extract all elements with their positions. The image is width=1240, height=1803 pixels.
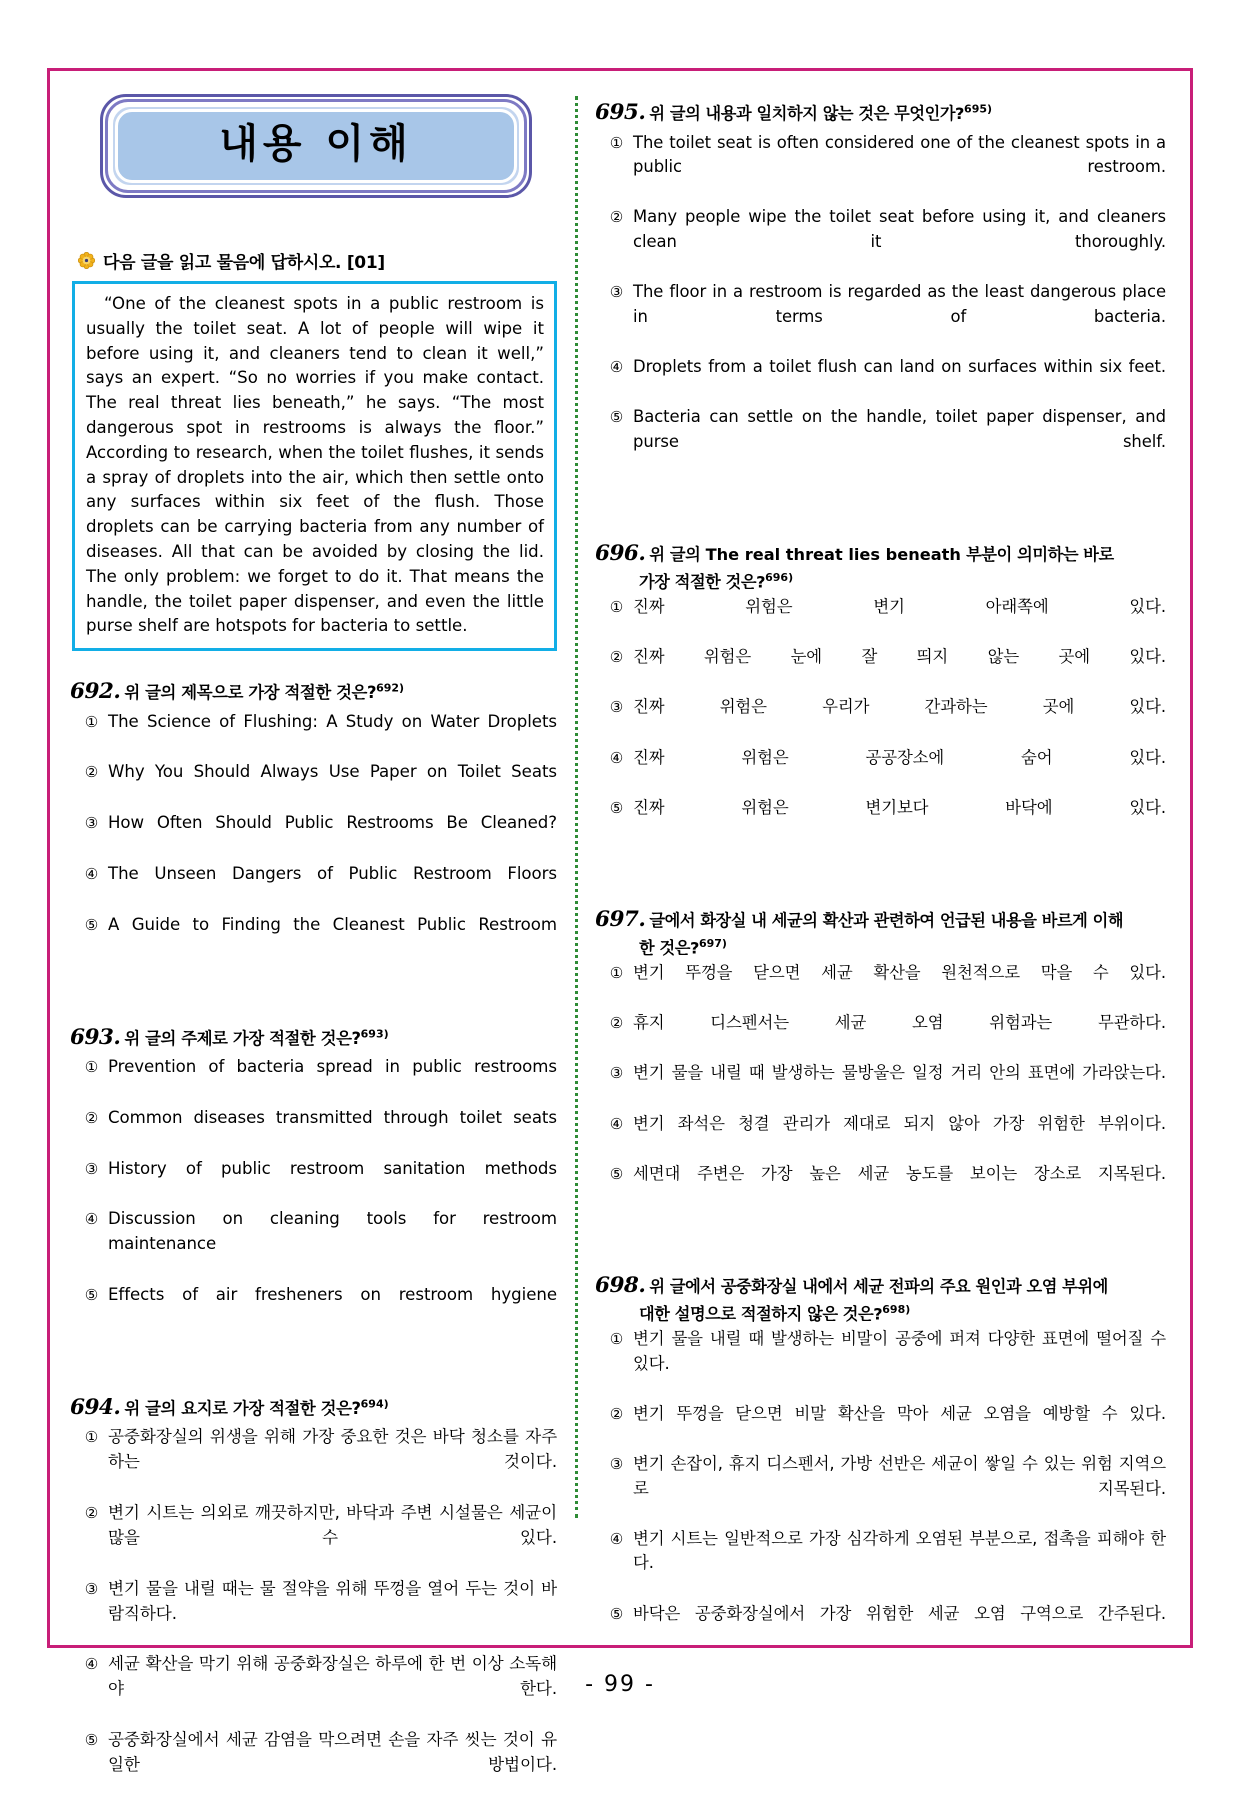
question-698-footnote: 698) <box>882 1302 911 1316</box>
question-698-stem-line2 <box>597 1302 1166 1325</box>
option-text: 변기 시트는 일반적으로 가장 심각하게 오염된 부분으로, 접촉을 피해야 한다. <box>633 1528 1166 1573</box>
option-text: A Guide to Finding the Cleanest Public Restroom <box>108 914 557 934</box>
option-marker: ③ <box>609 1455 624 1473</box>
option-marker: ② <box>609 1404 624 1423</box>
question-697-number: 697. <box>595 907 646 933</box>
option-item[interactable] <box>72 1728 557 1803</box>
option-item[interactable] <box>72 1055 557 1105</box>
question-695-number: 695. <box>595 100 646 125</box>
option-marker: ① <box>609 1329 624 1348</box>
option-text: The toilet seat is often considered one of the cleanest spots in a public restroom. <box>633 132 1166 177</box>
option-text: History of public restroom sanitation methods <box>108 1158 557 1178</box>
column-divider <box>565 80 587 1636</box>
option-marker: ④ <box>84 1210 99 1229</box>
option-text: 휴지 디스펜서는 세균 오염 위험과는 무관하다. <box>633 1013 1166 1033</box>
question-693-stem-text: 위 글의 주제로 가장 적절한 것은? <box>124 1028 361 1048</box>
option-marker: ③ <box>84 814 99 833</box>
option-marker: ② <box>84 1108 99 1127</box>
question-697-footnote: 697) <box>698 936 727 950</box>
question-695-options <box>597 131 1166 480</box>
option-text: How Often Should Public Restrooms Be Cleaned? <box>108 813 557 833</box>
question-698 <box>597 1271 1166 1651</box>
question-696-options <box>597 595 1166 845</box>
option-marker: ⑤ <box>609 408 624 427</box>
option-text: 변기 좌석은 청결 관리가 제대로 되지 않아 가장 위험한 부위이다. <box>633 1113 1166 1133</box>
option-marker: ③ <box>84 1579 99 1598</box>
option-item[interactable] <box>597 695 1166 744</box>
option-text: Common diseases transmitted through toilet seats <box>108 1107 557 1127</box>
question-698-options <box>597 1327 1166 1651</box>
option-text: 세균 확산을 막기 위해 공중화장실은 하루에 한 번 이상 소독해야 한다. <box>108 1654 557 1699</box>
option-text: Prevention of bacteria spread in public restrooms <box>108 1057 557 1077</box>
option-item[interactable] <box>72 1157 557 1207</box>
question-695-stem <box>597 98 1166 129</box>
option-text: Why You Should Always Use Paper on Toilet Seats <box>108 762 557 782</box>
question-692-stem <box>72 677 557 708</box>
option-marker: ④ <box>609 1114 624 1133</box>
option-marker: ② <box>84 1504 99 1523</box>
option-item[interactable] <box>72 1501 557 1576</box>
left-column <box>60 80 565 1774</box>
option-item[interactable] <box>72 1577 557 1652</box>
question-695-stem-text: 위 글의 내용과 일치하지 않는 것은 무엇인가? <box>649 104 965 123</box>
option-marker: ③ <box>609 283 624 302</box>
option-marker: ⑤ <box>84 1286 99 1305</box>
option-marker: ① <box>609 597 624 616</box>
option-marker: ① <box>609 133 624 152</box>
option-item[interactable] <box>597 1327 1166 1401</box>
option-marker: ⑤ <box>84 1731 99 1750</box>
option-text: 변기 시트는 의외로 깨끗하지만, 바닥과 주변 시설물은 세균이 많을 수 있다. <box>108 1503 557 1547</box>
option-text: 진짜 위험은 변기 아래쪽에 있다. <box>633 596 1166 616</box>
question-692 <box>72 677 557 962</box>
option-item[interactable] <box>597 1011 1166 1060</box>
option-marker: ① <box>609 963 624 982</box>
spacer <box>72 1333 557 1367</box>
option-item[interactable] <box>597 355 1166 404</box>
option-item[interactable] <box>597 645 1166 694</box>
question-692-stem-text: 위 글의 제목으로 가장 적절한 것은? <box>124 683 377 703</box>
option-marker: ④ <box>84 865 99 884</box>
option-item[interactable] <box>597 280 1166 354</box>
question-696-quoted-phrase: The real threat lies beneath <box>705 545 961 565</box>
question-697-stem-text: 글에서 화장실 내 세균의 확산과 관련하여 언급된 내용을 바르게 이해 <box>649 911 1124 931</box>
option-text: 변기 물을 내릴 때 발생하는 비말이 공중에 퍼져 다양한 표면에 떨어질 수 있다. <box>633 1328 1166 1373</box>
question-692-options <box>72 710 557 963</box>
instruction-line <box>78 248 557 273</box>
question-696-number: 696. <box>595 541 646 567</box>
question-698-stem <box>597 1271 1166 1325</box>
option-text: 변기 물을 내릴 때는 물 절약을 위해 뚜껑을 열어 두는 것이 바람직하다. <box>108 1578 557 1623</box>
option-text: The floor in a restroom is regarded as the least dangerous place in terms of bacteria. <box>633 282 1166 326</box>
option-text: 진짜 위험은 공공장소에 숨어 있다. <box>633 747 1166 767</box>
page-number: - 99 - <box>585 1672 655 1697</box>
question-694-stem-text: 위 글의 요지로 가장 적절한 것은? <box>124 1398 361 1418</box>
option-item[interactable] <box>72 760 557 810</box>
option-marker: ③ <box>84 1159 99 1178</box>
option-item[interactable] <box>597 405 1166 479</box>
question-697-stem-line2 <box>597 936 1166 959</box>
option-text: 공중화장실에서 세균 감염을 막으려면 손을 자주 씻는 것이 유일한 방법이다. <box>108 1730 557 1774</box>
question-695 <box>597 98 1166 479</box>
option-text: 진짜 위험은 눈에 잘 띄지 않는 곳에 있다. <box>633 647 1166 667</box>
option-text: Discussion on cleaning tools for restroom maintenance <box>108 1209 557 1254</box>
option-item[interactable] <box>597 746 1166 795</box>
option-item[interactable] <box>72 1425 557 1500</box>
question-697-stem-line2-text: 한 것은? <box>639 937 699 957</box>
option-item[interactable] <box>597 131 1166 205</box>
option-marker: ① <box>84 1058 99 1077</box>
question-693-stem <box>72 1023 557 1054</box>
question-697 <box>597 905 1166 1211</box>
question-694 <box>72 1393 557 1803</box>
option-item[interactable] <box>72 811 557 861</box>
question-696-stem-pre: 위 글의 <box>649 545 706 565</box>
option-marker: ② <box>84 763 99 782</box>
spacer <box>597 1211 1166 1245</box>
option-text: 바닥은 공중화장실에서 가장 위험한 세균 오염 구역으로 간주된다. <box>633 1603 1166 1623</box>
option-item[interactable] <box>72 862 557 912</box>
option-item[interactable] <box>597 1112 1166 1161</box>
option-item[interactable] <box>72 1106 557 1156</box>
question-694-footnote: 694) <box>360 1397 389 1411</box>
option-item[interactable] <box>597 595 1166 644</box>
option-marker: ② <box>609 648 624 667</box>
question-696-footnote: 696) <box>765 570 794 584</box>
question-698-stem-line2-text: 대한 설명으로 적절하지 않은 것은? <box>639 1303 883 1323</box>
option-item[interactable] <box>597 1162 1166 1211</box>
option-marker: ⑤ <box>609 1604 624 1623</box>
section-title-banner <box>100 94 532 198</box>
flower-icon <box>78 252 95 269</box>
reading-passage-box <box>72 281 557 651</box>
option-marker: ③ <box>609 1064 624 1083</box>
option-item[interactable] <box>72 913 557 963</box>
option-text: Many people wipe the toilet seat before using it, and cleaners clean it thoroughly. <box>633 207 1166 251</box>
question-694-stem <box>72 1393 557 1424</box>
question-693-number: 693. <box>70 1024 121 1050</box>
option-text: 진짜 위험은 우리가 간과하는 곳에 있다. <box>633 697 1166 717</box>
question-692-footnote: 692) <box>376 681 405 695</box>
option-text: 세면대 주변은 가장 높은 세균 농도를 보이는 장소로 지목된다. <box>633 1163 1166 1183</box>
instruction-text: 다음 글을 읽고 물음에 답하시오. [01] <box>103 253 385 273</box>
option-text: Droplets from a toilet flush can land on surfaces within six feet. <box>633 357 1166 376</box>
right-column <box>587 80 1180 1636</box>
option-text: The Science of Flushing: A Study on Water Droplets <box>108 711 557 731</box>
option-marker: ④ <box>609 748 624 767</box>
option-marker: ① <box>84 712 99 731</box>
option-item[interactable] <box>597 1602 1166 1651</box>
option-text: Bacteria can settle on the handle, toilet paper dispenser, and purse shelf. <box>633 407 1166 451</box>
option-text: 공중화장실의 위생을 위해 가장 중요한 것은 바닥 청소를 자주 하는 것이다. <box>108 1427 557 1472</box>
question-696-stem-post: 부분이 의미하는 바로 <box>960 545 1114 565</box>
option-marker: ⑤ <box>609 1164 624 1183</box>
question-696 <box>597 539 1166 845</box>
option-marker: ② <box>609 208 624 227</box>
option-item[interactable] <box>72 1283 557 1333</box>
question-694-number: 694. <box>70 1394 121 1420</box>
option-marker: ② <box>609 1014 624 1033</box>
option-text: 변기 물을 내릴 때 발생하는 물방울은 일정 거리 안의 표면에 가라앉는다. <box>633 1063 1166 1083</box>
option-marker: ⑤ <box>609 798 624 817</box>
question-693-options <box>72 1055 557 1333</box>
option-text: 변기 뚜껑을 닫으면 비말 확산을 막아 세균 오염을 예방할 수 있다. <box>633 1403 1166 1423</box>
option-text: 변기 손잡이, 휴지 디스펜서, 가방 선반은 세균이 쌓일 수 있는 위험 지역으로 지목된다. <box>633 1454 1166 1498</box>
question-697-options <box>597 961 1166 1211</box>
option-item[interactable] <box>72 710 557 760</box>
question-696-stem-line2 <box>597 570 1166 593</box>
option-text: The Unseen Dangers of Public Restroom Floors <box>108 864 557 884</box>
section-title-text: 내용 이해 <box>219 121 413 167</box>
option-marker: ④ <box>609 358 624 376</box>
option-text: Effects of air fresheners on restroom hygiene <box>108 1285 557 1305</box>
option-marker: ④ <box>609 1529 624 1548</box>
option-item[interactable] <box>597 1402 1166 1451</box>
option-item[interactable] <box>597 961 1166 1010</box>
question-696-stem <box>597 539 1166 593</box>
question-698-number: 698. <box>595 1273 646 1299</box>
option-item[interactable] <box>597 796 1166 845</box>
spacer <box>72 963 557 997</box>
option-marker: ③ <box>609 698 624 717</box>
option-item[interactable] <box>597 1452 1166 1526</box>
question-694-options <box>72 1425 557 1802</box>
question-695-footnote: 695) <box>964 102 993 116</box>
option-item[interactable] <box>597 1527 1166 1601</box>
question-692-number: 692. <box>70 679 121 705</box>
question-697-stem <box>597 905 1166 959</box>
reading-passage-text: “One of the cleanest spots in a public restroom is usually the toilet seat. A lot of people will wipe it before using it, and cleaners tend to clean it well,” says an expert. “So no worries if you make contact. The real threat lies beneath,” he says. “The most dangerous spot in restrooms is always the floor.” According to research, when the toilet flushes, it sends a spray of droplets into the air, which then settle onto any surfaces within six feet of the flush. Those droplets can be carrying bacteria from any number of diseases. All that can be avoided by closing the lid. The only problem: we forget to do it. That means the handle, the toilet paper dispenser, and even the little purse shelf are hotspots for bacteria to settle. <box>86 294 544 636</box>
option-marker: ① <box>84 1428 99 1447</box>
question-696-stem-line2-text: 가장 적절한 것은? <box>639 571 766 591</box>
option-item[interactable] <box>597 1061 1166 1110</box>
spacer <box>597 845 1166 879</box>
option-item[interactable] <box>597 205 1166 279</box>
option-text: 진짜 위험은 변기보다 바닥에 있다. <box>633 797 1166 817</box>
spacer <box>597 479 1166 513</box>
option-item[interactable] <box>72 1207 557 1282</box>
question-693 <box>72 1023 557 1333</box>
question-693-footnote: 693) <box>360 1027 389 1041</box>
option-marker: ④ <box>84 1655 99 1674</box>
option-text: 변기 뚜껑을 닫으면 세균 확산을 원천적으로 막을 수 있다. <box>633 962 1166 982</box>
option-marker: ⑤ <box>84 915 99 934</box>
question-698-stem-text: 위 글에서 공중화장실 내에서 세균 전파의 주요 원인과 오염 부위에 <box>649 1277 1108 1297</box>
